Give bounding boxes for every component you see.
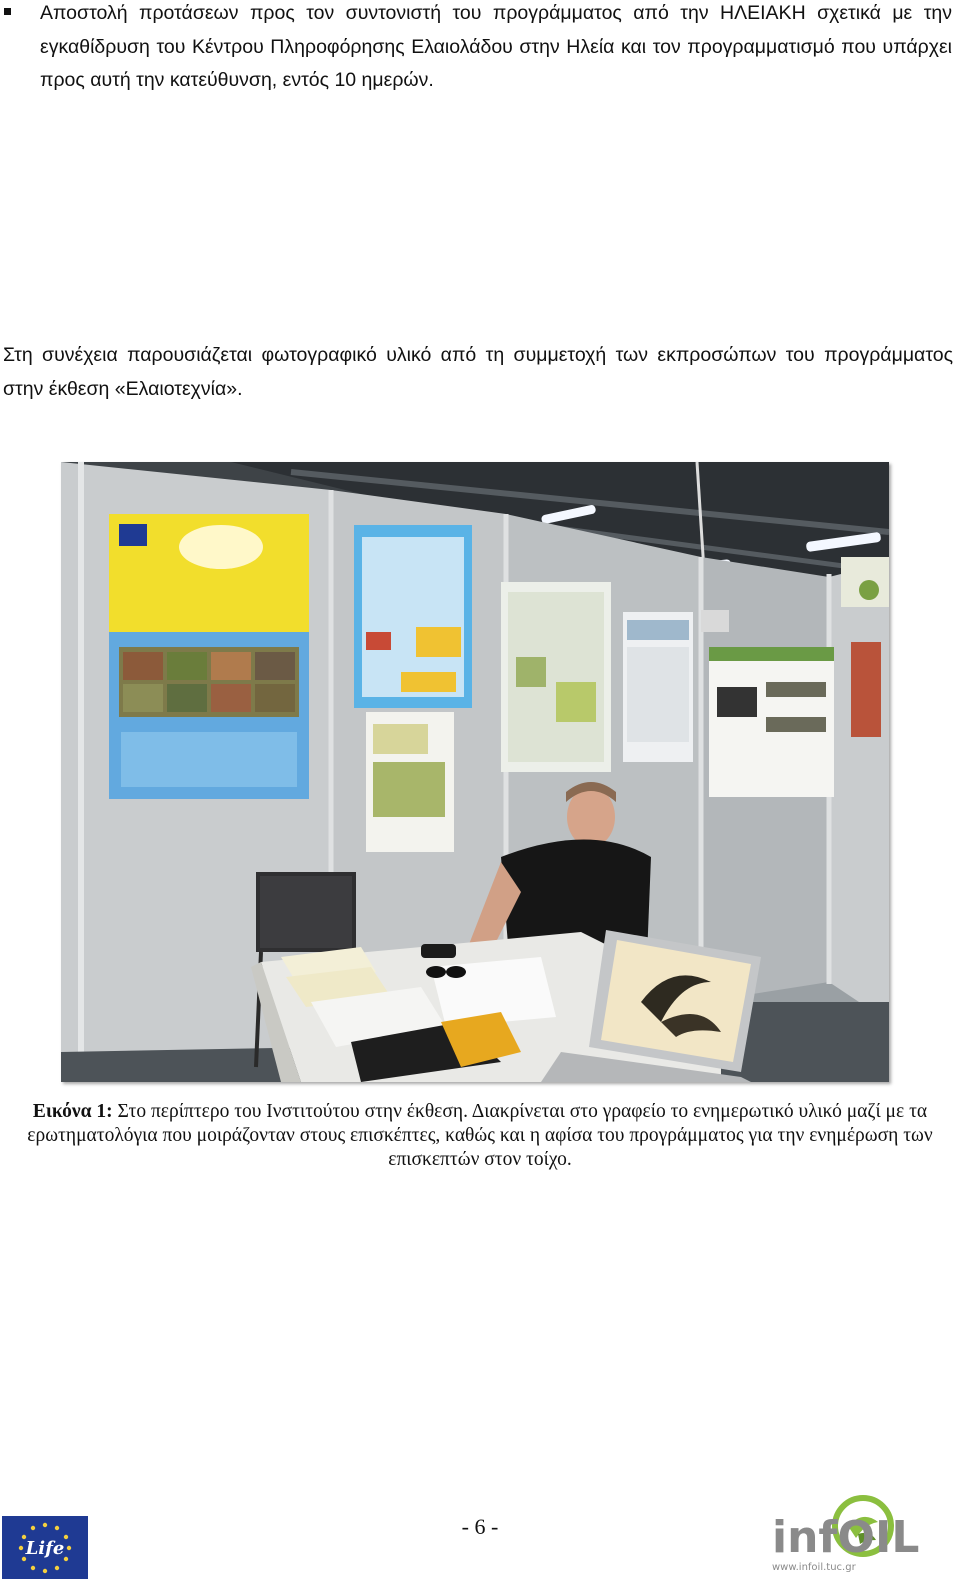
infoil-logo (770, 1482, 956, 1580)
eu-logo-text: Life (25, 1538, 65, 1559)
infoil-logo-text: infOIL (772, 1512, 920, 1563)
figure-caption-text: Στο περίπτερο του Ινστιτούτου στην έκθεση. Διακρίνεται στο γραφείο το ενημερωτικό υλικό μαζί με τα ερωτηματολόγια που μοιράζονταν στους επισκέπτες, καθώς και η αφίσα του προγράμματος για την ενημέρωση των επισκεπτών στον τοίχο. (27, 1101, 933, 1170)
bullet-text: Αποστολή προτάσεων προς τον συντονιστή του προγράμματος από την ΗΛΕΙΑΚΗ σχετικά με την εγκαθίδρυση του Κέντρου Πληροφόρησης Ελαιολάδου στην Ηλεία και τον προγραμματισμό που υπάρχει προς αυτή την κατεύθυνση, εντός 10 ημερών. (40, 2, 952, 91)
eu-life-logo (2, 1516, 88, 1579)
intro-paragraph: Στη συνέχεια παρουσιάζεται φωτογραφικό υλικό από τη συμμετοχή των εκπροσώπων του προγράμματος στην έκθεση «Ελαιοτεχνία». (3, 344, 953, 400)
eu-flag-icon (2, 1516, 88, 1579)
booth-photo-illustration (61, 462, 889, 1082)
figure-caption-label: Εικόνα 1: (32, 1101, 113, 1122)
bullet-square-icon (4, 8, 11, 15)
infoil-url-text: www.infoil.tuc.gr (772, 1562, 856, 1573)
figure-caption (8, 1100, 952, 1172)
olive-logo-icon (770, 1482, 956, 1580)
page-number: - 6 - (461, 1514, 499, 1539)
exhibition-booth-photo (61, 462, 889, 1082)
